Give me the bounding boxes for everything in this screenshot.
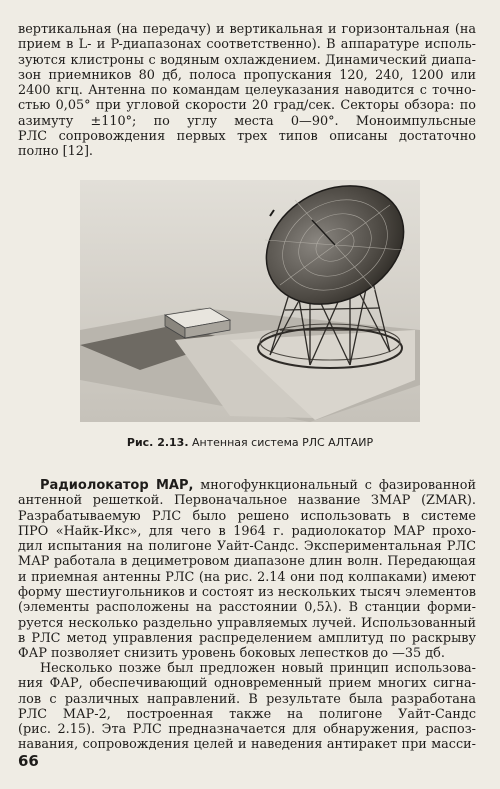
- figure-caption: [0, 436, 500, 449]
- text-line: ПРО «Найк-Икс», для чего в 1964 г. радиолокатор МАР прохо-: [18, 523, 476, 539]
- text-line: Разрабатываемую РЛС было решено использовать в системе: [18, 508, 476, 524]
- text-line: ФАР позволяет снизить уровень боковых лепестков до —35 дб.: [18, 646, 445, 662]
- map2-paragraph: [18, 661, 476, 753]
- altair-antenna-photo: [80, 180, 420, 422]
- text-line: и приемная антенны РЛС (на рис. 2.14 они под колпаками) имеют: [18, 569, 476, 585]
- text-line: дил испытания на полигоне Уайт-Сандс. Экспериментальная РЛС: [18, 539, 476, 555]
- text-line: [18, 478, 476, 493]
- text-line: в РЛС метод управления распределением амплитуд по раскрыву: [18, 630, 476, 646]
- figure-number: Рис. 2.13.: [126, 436, 189, 449]
- text-line: руется несколько раздельно управляемых лучей. Использованный: [18, 615, 476, 631]
- text-line: антенной решеткой. Первоначальное название ЗМАР (ZMAR).: [18, 493, 476, 509]
- page-number: 66: [18, 752, 39, 770]
- text-line: (элементы расположены на расстоянии 0,5λ). В станции форми-: [18, 600, 476, 616]
- intro-paragraph: [18, 22, 476, 160]
- text-line: вертикальная (на передачу) и вертикальная и горизонтальная (на: [18, 22, 476, 37]
- text-line: 2400 кгц. Антенна по командам целеуказания наводится с точно-: [18, 83, 476, 99]
- text-line: стью 0,05° при угловой скорости 20 град/сек. Секторы обзора: по: [18, 98, 476, 114]
- text-line: РЛС МАР-2, построенная также на полигоне Уайт-Сандс: [18, 706, 476, 722]
- text-line: лов с различных направлений. В результате была разработана: [18, 691, 476, 707]
- text-line: МАР работала в дециметровом диапазоне длин волн. Передающая: [18, 554, 476, 570]
- text-line: зон приемников 80 дб, полоса пропускания 120, 240, 1200 или: [18, 67, 476, 83]
- text-line: (рис. 2.15). Эта РЛС предназначается для обнаружения, распоз-: [18, 722, 476, 738]
- text-line: навания, сопровождения целей и наведения антиракет при масси-: [18, 737, 476, 753]
- text-line: азимуту ±110°; по углу места 0—90°. Моноимпульсные: [18, 113, 476, 129]
- section-lead: Радиолокатор МАР,: [40, 478, 194, 493]
- map-radar-paragraph: [18, 478, 476, 662]
- text-line: зуются клистроны с водяным охлаждением. Динамический диапа-: [18, 52, 476, 68]
- text-line: Несколько позже был предложен новый принцип использова-: [40, 661, 476, 676]
- text-line: РЛС сопровождения первых трех типов описаны достаточно: [18, 129, 476, 145]
- antenna-illustration: [80, 180, 420, 422]
- text-line: форму шестиугольников и состоят из нескольких тысяч элементов: [18, 585, 476, 601]
- figure-caption-text: Антенная система РЛС АЛТАИР: [192, 436, 374, 449]
- text-line: прием в L- и P-диапазонах соответственно). В аппаратуре исполь-: [18, 37, 476, 53]
- text-line: ния ФАР, обеспечивающий одновременный прием многих сигна-: [18, 676, 476, 692]
- text-line: полно [12].: [18, 144, 94, 160]
- text-fragment: многофункциональный с фазированной: [193, 478, 476, 493]
